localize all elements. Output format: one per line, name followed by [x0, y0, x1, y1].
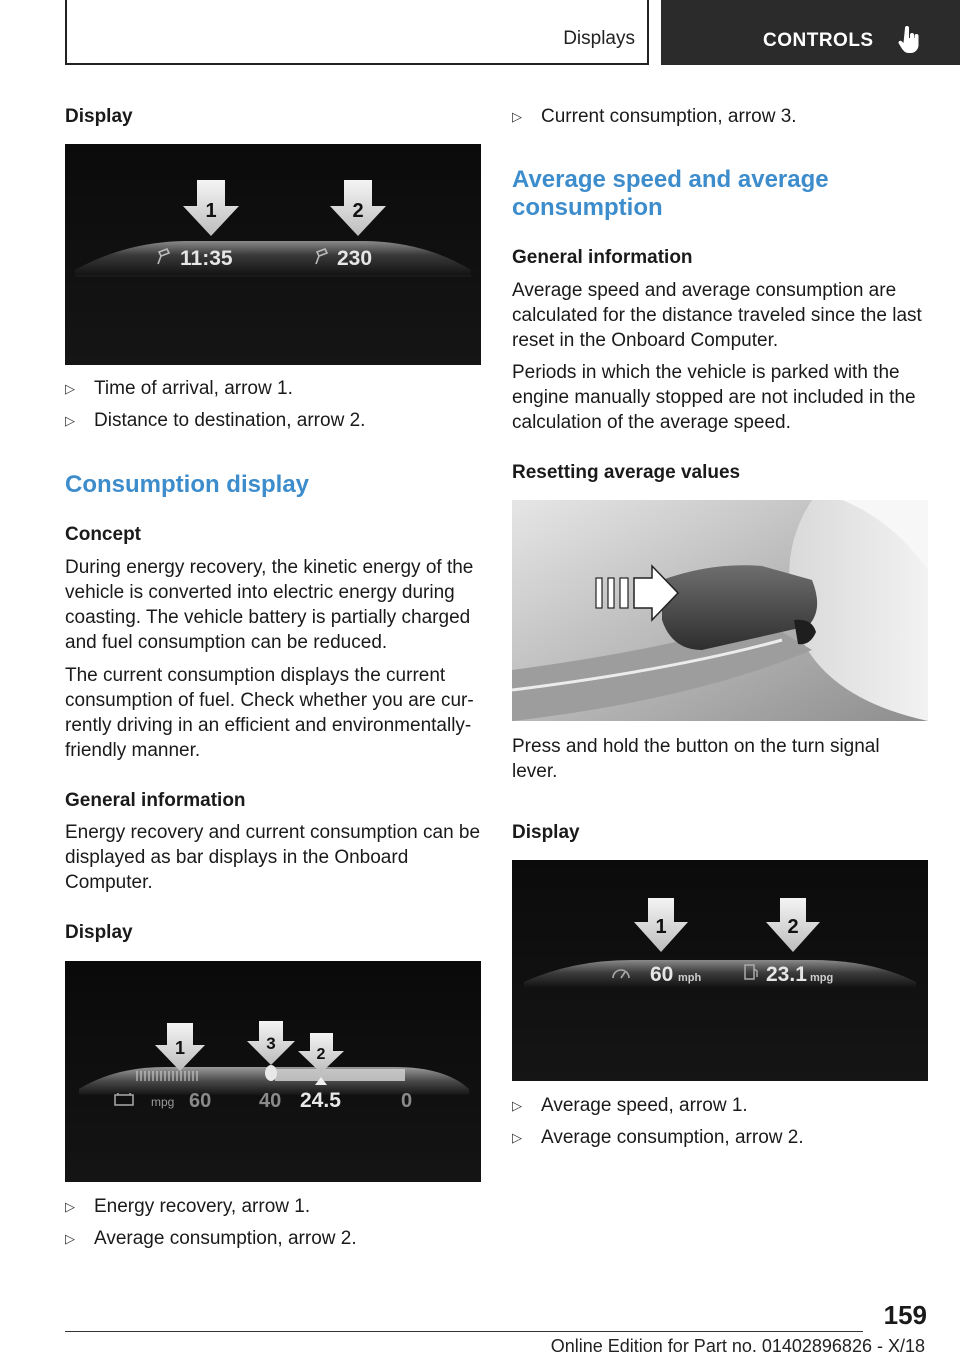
distance-value: 230 — [337, 247, 373, 270]
page-number: 159 — [883, 1300, 927, 1330]
arrow-2-label: 2 — [352, 200, 364, 222]
reset-heading: Resetting average values — [512, 462, 741, 483]
average-consumption-value: 23.1 — [766, 963, 807, 986]
arrival-time: 11:35 — [180, 247, 233, 270]
display-heading: Display — [65, 106, 133, 127]
speed-unit: mph — [678, 972, 702, 984]
general-info-paragraph: Energy recovery and current consumption can be displayed as bar displays in the Onboard Computer. — [65, 822, 481, 893]
consumption-unit: mpg — [810, 972, 834, 984]
list-item: ▷ Current consumption, arrow 3. — [512, 106, 797, 127]
concept-paragraph-1: During energy recovery, the kinetic energy of the vehicle is converted into electric energy during coasting. The vehicle battery is partially charged and fuel consumption can be reduced. — [65, 557, 474, 653]
svg-text:2: 2 — [787, 916, 799, 938]
bullet-triangle-icon: ▷ — [65, 1199, 75, 1214]
figure-arrival-display — [65, 144, 481, 365]
scale-label-40: 40 — [259, 1090, 282, 1112]
section-title: Consumption display — [65, 471, 310, 498]
general-info-paragraph-2: Periods in which the vehicle is parked with the engine manually stopped are not included in the calculation of the average speed. — [512, 362, 916, 433]
list-item: ▷ Time of arrival, arrow 1. — [65, 378, 293, 399]
scale-label-0: 0 — [401, 1090, 413, 1112]
list-item: ▷ Distance to destination, arrow 2. — [65, 410, 366, 431]
footer-divider — [65, 1331, 863, 1332]
section-title: Average speed and average consumption — [512, 166, 829, 221]
list-item: ▷ Average consumption, arrow 2. — [512, 1127, 804, 1148]
header-chapter-box — [661, 0, 960, 65]
svg-text:1: 1 — [174, 1038, 186, 1058]
pointing-hand-icon — [897, 26, 921, 54]
bullet-triangle-icon: ▷ — [65, 413, 75, 428]
figure-consumption-display — [65, 961, 481, 1182]
list-item: ▷ Energy recovery, arrow 1. — [65, 1196, 311, 1217]
header-section-title: Displays — [563, 28, 635, 49]
reset-paragraph: Press and hold the button on the turn signal lever. — [512, 736, 880, 782]
general-info-paragraph-1: Average speed and average consumption are calculated for the distance traveled since the last reset in the Onboard Computer. — [512, 280, 922, 351]
list-item: ▷ Average consumption, arrow 2. — [65, 1228, 357, 1249]
figure-average-display — [512, 860, 928, 1081]
display-heading: Display — [512, 822, 580, 843]
general-info-heading: General information — [512, 247, 693, 268]
general-info-heading: General information — [65, 790, 246, 811]
current-consumption-value: 24.5 — [300, 1089, 341, 1112]
svg-text:1: 1 — [655, 916, 667, 938]
bullet-triangle-icon: ▷ — [65, 1231, 75, 1246]
concept-heading: Concept — [65, 524, 141, 545]
bullet-triangle-icon: ▷ — [65, 381, 75, 396]
header-section-box — [65, 0, 649, 65]
bullet-triangle-icon: ▷ — [512, 1130, 522, 1145]
display-heading: Display — [65, 922, 133, 943]
svg-text:2: 2 — [316, 1046, 326, 1063]
footer-edition-text: Online Edition for Part no. 01402896826 - X/18 — [550, 1336, 925, 1356]
arrow-1-label: 1 — [205, 200, 217, 222]
header-chapter-title: CONTROLS — [763, 30, 874, 51]
unit-label: mpg — [151, 1095, 175, 1109]
bullet-triangle-icon: ▷ — [512, 109, 522, 124]
scale-label-60: 60 — [189, 1090, 212, 1112]
concept-paragraph-2: The current consumption displays the current consumption of fuel. Check whether you are cur‐rently driving in an efficient and environmentally-friendly manner. — [65, 665, 474, 761]
bullet-triangle-icon: ▷ — [512, 1098, 522, 1113]
list-item: ▷ Average speed, arrow 1. — [512, 1095, 748, 1116]
svg-text:3: 3 — [266, 1034, 276, 1053]
average-speed-value: 60 — [650, 963, 674, 986]
figure-turn-signal-lever — [512, 500, 928, 721]
